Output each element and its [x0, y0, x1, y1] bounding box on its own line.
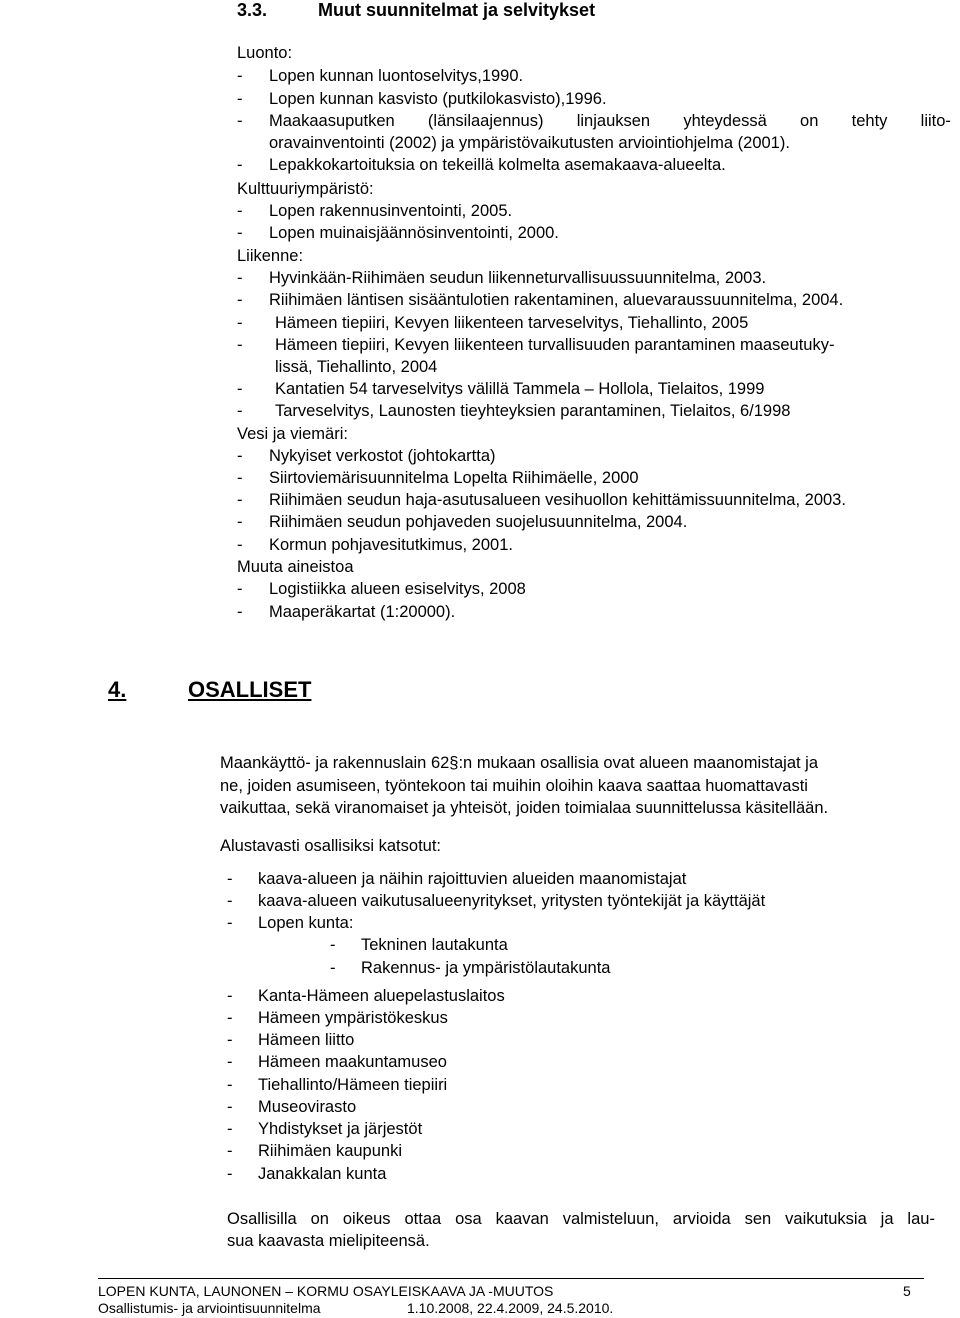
footer-subtitle: Osallistumis- ja arviointisuunnitelma	[98, 1300, 321, 1316]
list-item: - Kanta-Hämeen aluepelastuslaitos	[227, 987, 505, 1005]
kulttuuri-heading: Kulttuuriympäristö:	[237, 180, 374, 198]
list-item: - Janakkalan kunta	[227, 1165, 387, 1183]
list-item: - Lopen kunta:	[227, 914, 354, 932]
list-item: - Maakaasuputken (länsilaajennus) linjauksen yhteydessä on tehty liito-	[237, 112, 951, 130]
footer-dates: 1.10.2008, 22.4.2009, 24.5.2010.	[407, 1300, 614, 1316]
list-item: - Kormun pohjavesitutkimus, 2001.	[237, 536, 513, 554]
list-item: - Siirtoviemärisuunnitelma Lopelta Riihimäelle, 2000	[237, 469, 639, 487]
section-4-number: 4.	[108, 677, 127, 702]
muuta-heading: Muuta aineistoa	[237, 558, 354, 576]
list-item: - Riihimäen seudun pohjaveden suojelusuunnitelma, 2004.	[237, 513, 688, 531]
list-item: - Lopen kunnan kasvisto (putkilokasvisto),1996.	[237, 90, 607, 108]
footer-title: LOPEN KUNTA, LAUNONEN – KORMU OSAYLEISKAAVA JA -MUUTOS	[98, 1283, 554, 1299]
list-item: - Tiehallinto/Hämeen tiepiiri	[227, 1076, 448, 1094]
list-item: - Hämeen maakuntamuseo	[227, 1053, 447, 1071]
list-item: - Hämeen tiepiiri, Kevyen liikenteen tarveselvitys, Tiehallinto, 2005	[237, 314, 749, 332]
list-item: - Riihimäen kaupunki	[227, 1142, 402, 1160]
list-item: - Tarveselvitys, Launosten tieyhteyksien parantaminen, Tielaitos, 6/1998	[237, 402, 791, 420]
list-item: - Kantatien 54 tarveselvitys välillä Tammela – Hollola, Tielaitos, 1999	[237, 380, 765, 398]
list-item: - Lopen kunnan luontoselvitys,1990.	[237, 67, 524, 85]
list-item: - Lopen rakennusinventointi, 2005.	[237, 202, 513, 220]
intro-line: vaikuttaa, sekä viranomaiset ja yhteisöt, joiden toimialaa suunnittelussa käsitellään.	[220, 799, 829, 817]
section-4-title: OSALLISET	[188, 677, 312, 702]
alustavasti-label: Alustavasti osallisiksi katsotut:	[220, 837, 442, 855]
list-item: - Nykyiset verkostot (johtokartta)	[237, 447, 496, 465]
intro-line: Maankäyttö- ja rakennuslain 62§:n mukaan osallisia ovat alueen maanomistajat ja	[220, 754, 819, 772]
list-item-continuation: lissä, Tiehallinto, 2004	[275, 358, 438, 376]
list-item: - kaava-alueen ja näihin rajoittuvien alueiden maanomistajat	[227, 870, 687, 888]
list-item: - Logistiikka alueen esiselvitys, 2008	[237, 580, 526, 598]
vesi-heading: Vesi ja viemäri:	[237, 425, 348, 443]
closing-line: sua kaavasta mielipiteensä.	[227, 1232, 430, 1250]
section-3-3-title: Muut suunnitelmat ja selvitykset	[318, 0, 596, 20]
list-item: - Yhdistykset ja järjestöt	[227, 1120, 423, 1138]
page-number: 5	[903, 1283, 911, 1299]
list-item: - Maaperäkartat (1:20000).	[237, 603, 456, 621]
list-item: - Hämeen liitto	[227, 1031, 355, 1049]
list-item: - Riihimäen seudun haja-asutusalueen vesihuollon kehittämissuunnitelma, 2003.	[237, 491, 846, 509]
footer-rule	[98, 1278, 924, 1279]
list-item: - Hyvinkään-Riihimäen seudun liikenneturvallisuussuunnitelma, 2003.	[237, 269, 767, 287]
intro-line: ne, joiden asumiseen, työntekoon tai muihin oloihin kaava saattaa huomattavasti	[220, 777, 808, 795]
list-item: - Lopen muinaisjäännösinventointi, 2000.	[237, 224, 559, 242]
list-item: - Museovirasto	[227, 1098, 357, 1116]
list-subitem: - Rakennus- ja ympäristölautakunta	[330, 959, 611, 977]
list-item: - kaava-alueen vaikutusalueenyritykset, yritysten työntekijät ja käyttäjät	[227, 892, 766, 910]
liikenne-heading: Liikenne:	[237, 247, 304, 265]
luonto-heading: Luonto:	[237, 44, 293, 62]
list-item: - Riihimäen läntisen sisääntulotien rakentaminen, aluevaraussuunnitelma, 2004.	[237, 291, 844, 309]
list-subitem: - Tekninen lautakunta	[330, 936, 508, 954]
list-item-continuation: oravainventointi (2002) ja ympäristövaikutusten arviointiohjelma (2001).	[269, 134, 790, 152]
section-3-3-number: 3.3.	[237, 0, 268, 20]
closing-line: Osallisilla on oikeus ottaa osa kaavan valmisteluun, arvioida sen vaikutuksia ja lau-	[227, 1210, 935, 1228]
list-item: - Hämeen ympäristökeskus	[227, 1009, 448, 1027]
list-item: - Hämeen tiepiiri, Kevyen liikenteen turvallisuuden parantaminen maaseutuky-	[237, 336, 835, 354]
list-item: - Lepakkokartoituksia on tekeillä kolmelta asemakaava-alueelta.	[237, 156, 726, 174]
